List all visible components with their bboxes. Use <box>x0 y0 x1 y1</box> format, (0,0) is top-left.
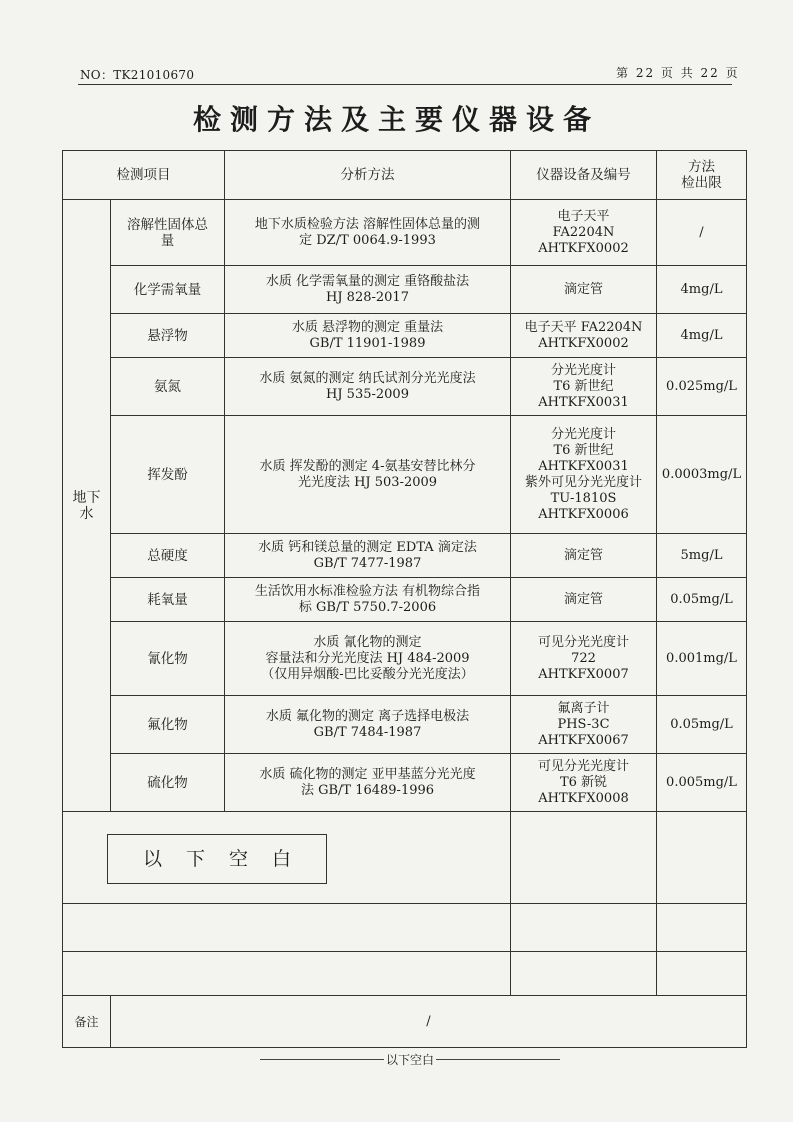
instrument-cell-line: AHTKFX0002 <box>538 240 629 256</box>
blank-row <box>63 812 747 904</box>
page-title: 检测方法及主要仪器设备 <box>192 103 600 136</box>
item-cell <box>111 416 225 534</box>
item-cell <box>111 358 225 416</box>
method-cell-line: 生活饮用水标准检验方法 有机物综合指 <box>254 583 481 599</box>
table-header-row <box>63 151 747 200</box>
item-cell-line: 硫化物 <box>147 774 188 791</box>
method-cell-line: 水质 氨氮的测定 纳氏试剂分光光度法 <box>259 370 476 386</box>
item-cell-line: 挥发酚 <box>147 466 188 483</box>
instrument-cell-line: T6 新世纪 <box>553 442 614 458</box>
footer-text: 以下空白 <box>386 1052 435 1067</box>
method-cell <box>225 578 511 622</box>
limit-cell: / <box>657 200 747 266</box>
header-limit-line: 方法 <box>688 159 715 175</box>
table-row <box>63 266 747 314</box>
header-limit <box>657 151 747 200</box>
method-cell-line: 水质 硫化物的测定 亚甲基蓝分光光度 <box>259 766 476 782</box>
method-cell-line: HJ 535-2009 <box>326 386 409 402</box>
table-row <box>63 314 747 358</box>
method-cell-line: 水质 悬浮物的测定 重量法 <box>291 319 444 335</box>
instrument-cell <box>511 622 657 696</box>
instrument-cell-line: AHTKFX0031 <box>538 458 629 474</box>
instrument-cell-line: 电子天平 <box>557 208 610 224</box>
item-cell <box>111 754 225 812</box>
remarks-value: / <box>111 996 747 1048</box>
blank-limit-cell <box>657 904 747 952</box>
item-cell-line: 总硬度 <box>147 547 188 564</box>
header-limit-line: 检出限 <box>681 175 722 191</box>
instrument-cell-line: 电子天平 FA2204N <box>524 319 643 335</box>
method-cell <box>225 358 511 416</box>
header-method: 分析方法 <box>225 151 511 200</box>
method-cell-line: 水质 化学需氧量的测定 重铬酸盐法 <box>265 273 470 289</box>
report-number: NO：TK21010670 <box>80 68 195 82</box>
method-cell-line: HJ 828-2017 <box>326 289 409 305</box>
item-cell-line: 悬浮物 <box>147 327 188 344</box>
table-row <box>63 578 747 622</box>
footer-rule-left <box>260 1059 384 1060</box>
item-cell-line: 氟化物 <box>147 716 188 733</box>
item-cell-line: 化学需氧量 <box>133 281 202 298</box>
remarks-label: 备注 <box>63 996 111 1048</box>
method-cell <box>225 696 511 754</box>
method-cell-line: 定 DZ/T 0064.9-1993 <box>299 232 436 248</box>
instrument-cell <box>511 754 657 812</box>
blank-row <box>63 952 747 996</box>
method-cell-line: 容量法和分光光度法 HJ 484-2009 <box>265 650 470 666</box>
page-indicator: 第 22 页 共 22 页 <box>616 66 740 80</box>
instrument-cell-line: AHTKFX0007 <box>538 666 629 682</box>
method-cell-line: 光光度法 HJ 503-2009 <box>297 474 438 490</box>
method-cell-line: （仅用异烟酸-巴比妥酸分光光度法） <box>261 666 474 682</box>
instrument-cell <box>511 416 657 534</box>
instrument-cell-line: T6 新世纪 <box>553 378 614 394</box>
table-row <box>63 754 747 812</box>
blank-limit-cell <box>657 812 747 904</box>
category-cell <box>63 200 111 812</box>
remarks-row <box>63 996 747 1048</box>
method-cell-line: 水质 钙和镁总量的测定 EDTA 滴定法 <box>258 539 477 555</box>
instrument-cell-line: 滴定管 <box>563 591 603 607</box>
instrument-cell <box>511 358 657 416</box>
method-cell <box>225 416 511 534</box>
blank-row <box>63 904 747 952</box>
method-cell <box>225 314 511 358</box>
item-cell <box>111 200 225 266</box>
method-cell <box>225 534 511 578</box>
methods-table <box>62 150 747 1048</box>
header-instrument: 仪器设备及编号 <box>511 151 657 200</box>
limit-cell: 5mg/L <box>657 534 747 578</box>
blank-cell <box>63 904 511 952</box>
method-cell <box>225 754 511 812</box>
table-row <box>63 416 747 534</box>
instrument-cell-line: 分光光度计 <box>550 426 616 442</box>
method-cell-line: 水质 氟化物的测定 离子选择电极法 <box>265 708 470 724</box>
item-cell <box>111 578 225 622</box>
blank-cell <box>63 812 511 904</box>
method-cell-line: GB/T 7484-1987 <box>313 724 422 740</box>
limit-cell: 4mg/L <box>657 266 747 314</box>
blank-cell <box>63 952 511 996</box>
instrument-cell-line: AHTKFX0006 <box>538 506 629 522</box>
instrument-cell <box>511 578 657 622</box>
method-cell-line: GB/T 11901-1989 <box>309 335 426 351</box>
instrument-cell-line: AHTKFX0067 <box>538 732 629 748</box>
method-cell <box>225 200 511 266</box>
limit-cell: 4mg/L <box>657 314 747 358</box>
item-cell-line: 溶解性固体总 <box>127 216 208 233</box>
item-cell-line: 氰化物 <box>147 650 188 667</box>
blank-instrument-cell <box>511 904 657 952</box>
instrument-cell-line: 紫外可见分光光度计 <box>524 474 642 490</box>
instrument-cell-line: 可见分光光度计 <box>537 634 629 650</box>
instrument-cell-line: AHTKFX0002 <box>538 335 629 351</box>
blank-stamp <box>107 834 327 884</box>
table-row <box>63 358 747 416</box>
blank-instrument-cell <box>511 952 657 996</box>
instrument-cell-line: 可见分光光度计 <box>537 758 629 774</box>
instrument-cell-line: 滴定管 <box>563 547 603 563</box>
instrument-cell-line: TU-1810S <box>550 490 617 506</box>
instrument-cell <box>511 534 657 578</box>
blank-limit-cell <box>657 952 747 996</box>
instrument-cell-line: T6 新锐 <box>559 774 608 790</box>
method-cell-line: GB/T 7477-1987 <box>313 555 422 571</box>
method-cell <box>225 266 511 314</box>
instrument-cell-line: 氟离子计 <box>557 700 610 716</box>
table-row <box>63 534 747 578</box>
instrument-cell <box>511 314 657 358</box>
method-cell-line: 地下水质检验方法 溶解性固体总量的测 <box>254 216 481 232</box>
blank-stamp-text: 以下空白 <box>142 848 315 870</box>
limit-cell: 0.0003mg/L <box>657 416 747 534</box>
method-cell-line: 水质 挥发酚的测定 4-氨基安替比林分 <box>259 458 476 474</box>
item-cell <box>111 534 225 578</box>
item-cell <box>111 266 225 314</box>
table-row <box>63 622 747 696</box>
category-label: 地下水 <box>72 489 101 522</box>
instrument-cell-line: 滴定管 <box>563 281 603 297</box>
limit-cell: 0.05mg/L <box>657 696 747 754</box>
item-cell <box>111 314 225 358</box>
instrument-cell-line: PHS-3C <box>557 716 610 732</box>
limit-cell: 0.05mg/L <box>657 578 747 622</box>
instrument-cell <box>511 696 657 754</box>
footer-end-marker <box>260 1052 560 1066</box>
header-rule <box>78 84 732 85</box>
limit-cell: 0.001mg/L <box>657 622 747 696</box>
instrument-cell-line: AHTKFX0008 <box>538 790 629 806</box>
instrument-cell-line: FA2204N <box>552 224 615 240</box>
limit-cell: 0.025mg/L <box>657 358 747 416</box>
method-cell <box>225 622 511 696</box>
footer-rule-right <box>436 1059 560 1060</box>
table-row <box>63 696 747 754</box>
instrument-cell-line: AHTKFX0031 <box>538 394 629 410</box>
blank-instrument-cell <box>511 812 657 904</box>
instrument-cell-line: 722 <box>571 650 596 666</box>
method-cell-line: 水质 氰化物的测定 <box>313 634 422 650</box>
limit-cell: 0.005mg/L <box>657 754 747 812</box>
method-cell-line: 法 GB/T 16489-1996 <box>300 782 435 798</box>
instrument-cell <box>511 266 657 314</box>
header-item: 检测项目 <box>63 151 225 200</box>
instrument-cell <box>511 200 657 266</box>
item-cell-line: 耗氧量 <box>147 591 188 608</box>
item-cell <box>111 622 225 696</box>
item-cell <box>111 696 225 754</box>
item-cell-line: 氨氮 <box>154 378 181 395</box>
item-cell-line: 量 <box>160 232 175 249</box>
instrument-cell-line: 分光光度计 <box>550 362 616 378</box>
table-row <box>63 200 747 266</box>
method-cell-line: 标 GB/T 5750.7-2006 <box>298 599 437 615</box>
